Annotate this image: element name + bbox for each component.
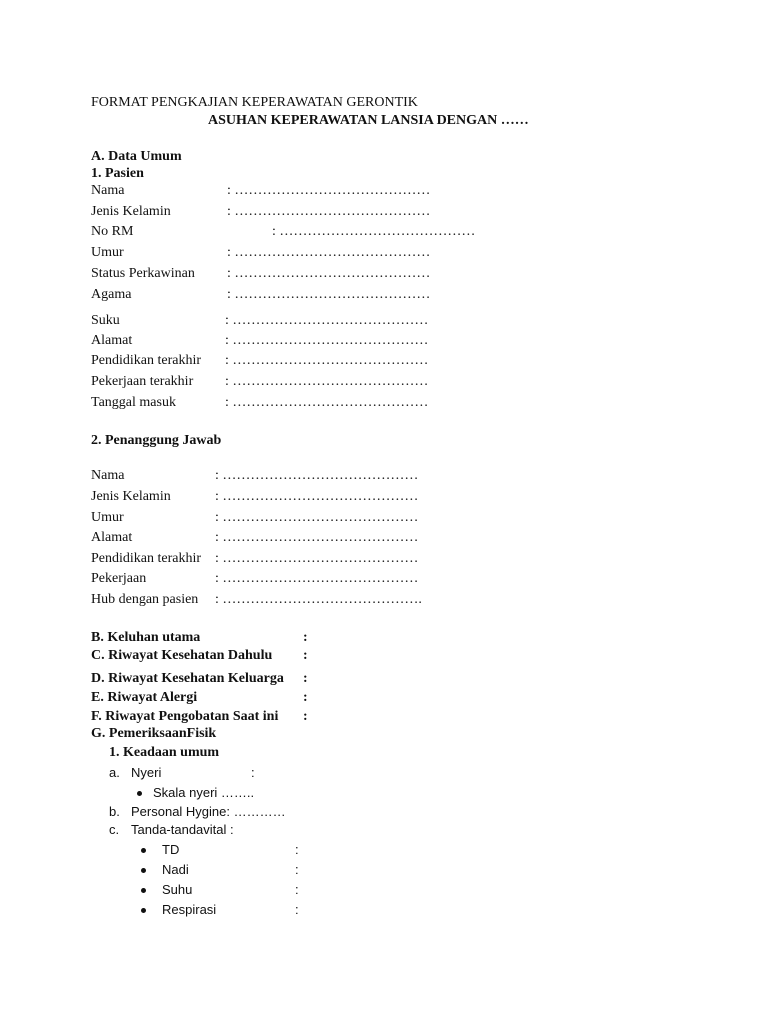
pj-pendidikan-field: : …………………………………… [215, 551, 419, 566]
pasien-pekerjaan-label: Pekerjaan terakhir [91, 374, 194, 389]
vital-td-label: TD [162, 842, 180, 857]
pasien-heading: 1. Pasien [91, 166, 144, 181]
section-d-heading: D. Riwayat Kesehatan Keluarga [91, 671, 284, 686]
pasien-status-label: Status Perkawinan [91, 266, 195, 281]
bullet-icon [141, 848, 146, 853]
nyeri-colon: : [251, 765, 255, 780]
pasien-jenis-kelamin-label: Jenis Kelamin [91, 204, 171, 219]
personal-hygine-label: Personal Hygine: ………… [131, 804, 286, 819]
vital-respirasi-label: Respirasi [162, 902, 217, 917]
pj-alamat-label: Alamat [91, 530, 133, 545]
skala-nyeri-label: Skala nyeri …….. [153, 785, 255, 800]
section-d-colon: : [303, 671, 308, 686]
pasien-umur-label: Umur [91, 245, 124, 260]
pasien-suku-field: : …………………………………… [225, 313, 429, 328]
penanggung-heading: 2. Penanggung Jawab [91, 433, 222, 448]
pj-umur-label: Umur [91, 510, 124, 525]
section-c-colon: : [303, 648, 308, 663]
list-marker-c: c. [109, 822, 120, 837]
pasien-status-field: : …………………………………… [227, 266, 431, 281]
section-e-colon: : [303, 690, 308, 705]
vital-respirasi-colon: : [295, 902, 299, 917]
section-b-heading: B. Keluhan utama [91, 630, 201, 645]
section-f-colon: : [303, 709, 308, 724]
vital-suhu-colon: : [295, 882, 299, 897]
pj-umur-field: : …………………………………… [215, 510, 419, 525]
pasien-no-rm-field: : …………………………………… [272, 224, 476, 239]
pj-jenis-kelamin-field: : …………………………………… [215, 489, 419, 504]
pj-hubungan-field: : ……………………………………. [215, 592, 422, 607]
pasien-tanggal-field: : …………………………………… [225, 395, 429, 410]
pasien-pekerjaan-field: : …………………………………… [225, 374, 429, 389]
list-marker-a: a. [109, 765, 120, 780]
pasien-tanggal-label: Tanggal masuk [91, 395, 176, 410]
list-marker-b: b. [109, 804, 120, 819]
vital-suhu-label: Suhu [162, 882, 193, 897]
vital-nadi-label: Nadi [162, 862, 189, 877]
pasien-agama-label: Agama [91, 287, 132, 302]
pj-pekerjaan-label: Pekerjaan [91, 571, 147, 586]
document-title: FORMAT PENGKAJIAN KEPERAWATAN GERONTIK [91, 95, 418, 110]
pj-hubungan-label: Hub dengan pasien [91, 592, 199, 607]
pj-nama-label: Nama [91, 468, 125, 483]
section-b-colon: : [303, 630, 308, 645]
document-subtitle: ASUHAN KEPERAWATAN LANSIA DENGAN …… [208, 113, 529, 128]
pasien-alamat-field: : …………………………………… [225, 333, 429, 348]
nyeri-label: Nyeri [131, 765, 162, 780]
pasien-no-rm-label: No RM [91, 224, 134, 239]
bullet-icon [141, 888, 146, 893]
pj-alamat-field: : …………………………………… [215, 530, 419, 545]
pasien-nama-label: Nama [91, 183, 125, 198]
section-g-heading: G. PemeriksaanFisik [91, 726, 217, 741]
pasien-nama-field: : …………………………………… [227, 183, 431, 198]
vital-nadi-colon: : [295, 862, 299, 877]
pasien-jenis-kelamin-field: : …………………………………… [227, 204, 431, 219]
pasien-agama-field: : …………………………………… [227, 287, 431, 302]
bullet-icon [137, 791, 142, 796]
pasien-alamat-label: Alamat [91, 333, 133, 348]
tanda-vital-label: Tanda-tandavital : [131, 822, 234, 837]
pasien-umur-field: : …………………………………… [227, 245, 431, 260]
bullet-icon [141, 908, 146, 913]
pj-nama-field: : …………………………………… [215, 468, 419, 483]
keadaan-umum-heading: 1. Keadaan umum [109, 745, 220, 760]
pj-pendidikan-label: Pendidikan terakhir [91, 551, 202, 566]
pasien-suku-label: Suku [91, 313, 120, 328]
pasien-pendidikan-label: Pendidikan terakhir [91, 353, 202, 368]
bullet-icon [141, 868, 146, 873]
pj-pekerjaan-field: : …………………………………… [215, 571, 419, 586]
section-a-heading: A. Data Umum [91, 149, 182, 164]
section-e-heading: E. Riwayat Alergi [91, 690, 198, 705]
pj-jenis-kelamin-label: Jenis Kelamin [91, 489, 171, 504]
section-c-heading: C. Riwayat Kesehatan Dahulu [91, 648, 273, 663]
section-f-heading: F. Riwayat Pengobatan Saat ini [91, 709, 279, 724]
vital-td-colon: : [295, 842, 299, 857]
pasien-pendidikan-field: : …………………………………… [225, 353, 429, 368]
